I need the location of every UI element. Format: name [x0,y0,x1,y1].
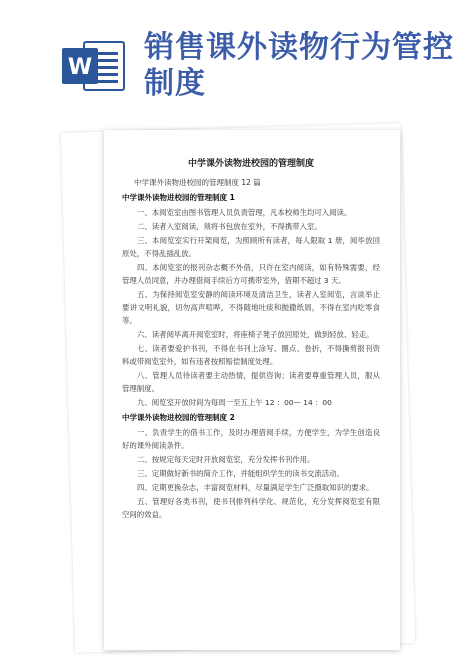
word-document-icon [62,40,126,92]
paragraph: 七、读者要爱护书刊，不得在书刊上涂写、圈点、卷折，不得撕剪报刊资料或带阅览室外，如有违者按照赔偿制度处理。 [122,344,380,366]
paragraph: 一、本阅览室由图书管理人员负责管理，凡本校师生均可入阅读。 [137,208,352,217]
paragraph: 三、定期做好新书的简介工作，并能组织学生的读书交流活动。 [137,469,344,478]
document-title: 中学课外读物进校园的管理制度 [187,159,314,169]
page-title: 销售课外读物行为管控制度 [144,30,454,101]
paragraph: 二、按规定每天定时开放阅览室，充分发挥书刊作用。 [137,455,315,464]
paragraph: 五、为保持阅览室安静的阅读环境及清洁卫生，读者入室阅览，言谈举止要讲文明礼貌，切勿高声喧哗，不得随地吐痰和抛撒纸屑，不得在室内吃零食等。 [122,290,380,325]
paragraph: 九、阅览室开放时间为每周一至五上午 12 ：00— 14 ：00 [137,398,332,407]
paragraph: 四、本阅览室的报刊杂志概不外借，只许在室内阅读，如有特殊需要，经管理人员同意，并办理借阅手续后方可携带室外，借期不超过 3 天。 [122,263,380,285]
paragraph: 六、读者阅毕离开阅览室时，将座椅子凳子放回原处，做到轻放、轻走。 [137,330,374,339]
section-heading-1: 中学课外读物进校园的管理制度 1 [122,193,235,202]
section-heading-2: 中学课外读物进校园的管理制度 2 [122,413,235,422]
paragraph: 五、管理好各类书刊，使书刊排列科学化、规范化，充分发挥阅览室有限空间的效益。 [122,497,380,519]
paragraph: 八、管理人员待读者要主动热情，提供咨询；读者要尊重管理人员，服从管理制度。 [122,371,380,393]
document-subtitle: 中学课外读物进校园的管理制度 12 篇 [134,178,261,187]
paragraph: 三、本阅览室实行开架阅览，为照顾所有读者，每人限取 1 册，阅毕放回原处，不得乱插乱放。 [122,236,380,258]
paragraph: 四、定期更换杂志，丰富阅览材料，尽量满足学生广泛摄取知识的要求。 [137,483,374,492]
word-logo-letter: W [67,55,93,80]
header-banner [0,0,474,118]
paragraph: 二、读者入室阅读，须将书包放在室外，不得携带入室。 [137,222,322,231]
document-page [104,130,400,650]
paragraph: 一、负责学生的借书工作，及时办理借阅手续，方便学生，为学生创造良好的课外阅读条件。 [122,428,380,450]
